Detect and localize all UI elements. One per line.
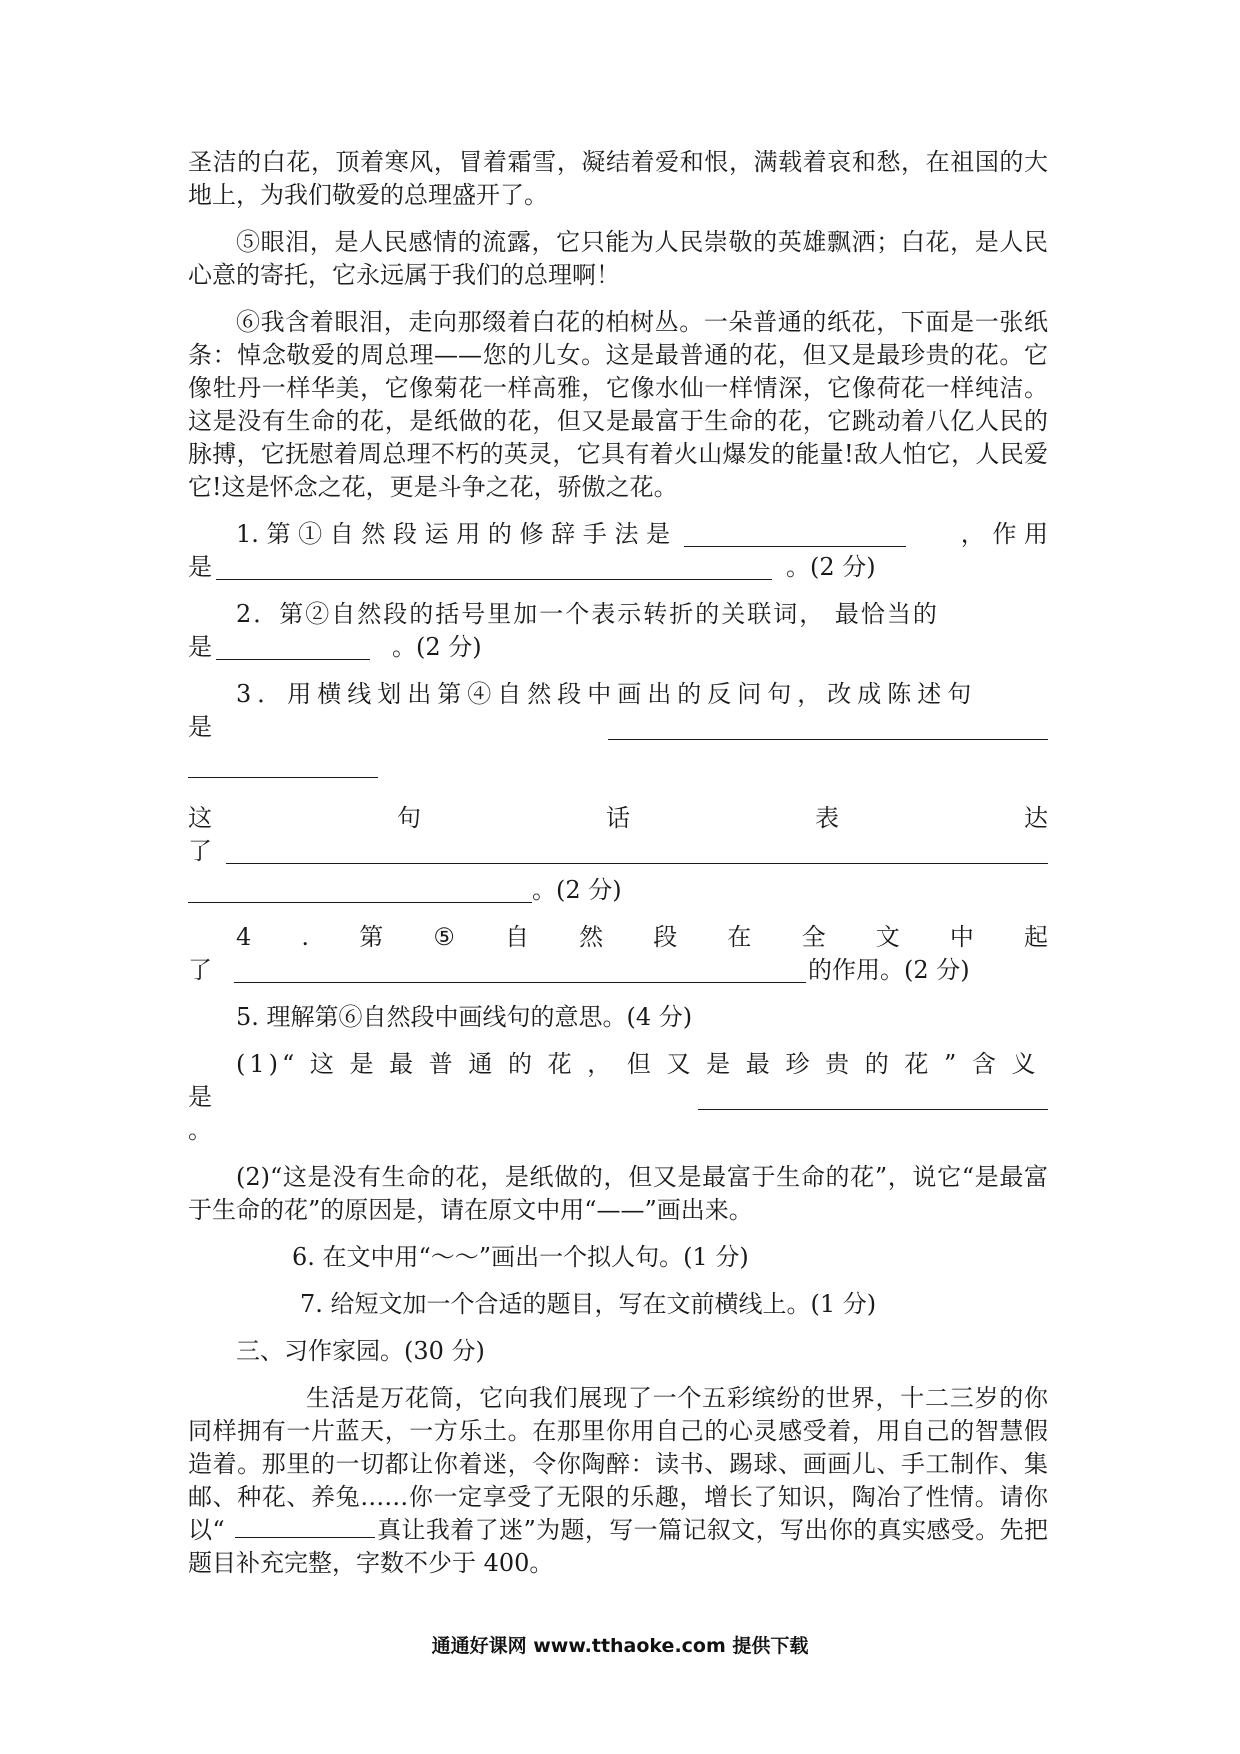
answer-blank-q4[interactable] — [234, 960, 806, 983]
q3-char: 这 — [188, 804, 212, 832]
section-3-prompt — [188, 1382, 1048, 1580]
answer-blank-q2[interactable] — [216, 637, 370, 660]
q3-char: 句 — [397, 804, 421, 832]
question-1 — [188, 518, 1048, 584]
paragraph-4-ending: 圣洁的白花，顶着寒风，冒着霜雪，凝结着爱和恨，满载着哀和愁，在祖国的大地上，为我们敬爱的总理盛开了。 — [188, 148, 1048, 209]
paragraph-5: ⑤眼泪，是人民感情的流露，它只能为人民崇敬的英雄飘洒；白花，是人民心意的寄托，它永远属于我们的总理啊！ — [188, 228, 1048, 289]
question-7: 7. 给短文加一个合适的题目，写在文前横线上。(1 分) — [300, 1290, 877, 1318]
section-3-text-a: 生活是万花筒，它向我们展现了一个五彩缤纷的世界，十二三岁的你同样拥有一片蓝天，一方乐土。在那里你用自己的心灵感受着，用自己的智慧假造着。那里的一切都让你着迷，令你陶醉：读书、踢球、画画儿、手工制作、集邮、种花、养兔……你一定享受了无限的乐趣，增长了知识，陶冶了性情。请你以“ — [188, 1384, 1048, 1544]
question-4-score: 的作用。(2 分) — [808, 956, 970, 984]
question-5-1 — [188, 1048, 1048, 1147]
q3-char: 话 — [606, 804, 630, 832]
question-3-text-d: 了 — [188, 837, 212, 865]
q4-char: . — [301, 923, 310, 951]
question-2-text: 2．第②自然段的括号里加一个表示转折的关联词， 最恰当的 — [236, 600, 939, 628]
answer-blank-q1-b[interactable] — [216, 557, 772, 580]
document-page — [188, 146, 1048, 1594]
question-5-2: (2)“这是没有生命的花，是纸做的，但又是最富于生命的花”，说它“是最富于生命的花”的原因是，请在原文中用“——”画出来。 — [188, 1163, 1048, 1224]
paragraph-6: ⑥我含着眼泪，走向那缀着白花的柏树丛。一朵普通的纸花，下面是一张纸条：悼念敬爱的周总理——您的儿女。这是最普通的花，但又是最珍贵的花。它像牡丹一样华美，它像菊花一样高雅，它像水仙一样情深，它像荷花一样纯洁。这是没有生命的花，是纸做的花，但又是最富于生命的花，它跳动着八亿人民的脉搏，它抚慰着周总理不朽的英灵，它具有着火山爆发的能量!敌人怕它，人民爱它!这是怀念之花，更是斗争之花，骄傲之花。 — [188, 308, 1048, 501]
answer-blank-q3-a[interactable] — [608, 715, 1048, 740]
question-3 — [188, 678, 1048, 907]
q3-char: 达 — [1024, 804, 1048, 832]
answer-blank-q1-a[interactable] — [684, 524, 906, 547]
q4-char: 自 — [505, 923, 529, 951]
q4-char: 文 — [875, 923, 900, 951]
q4-char: 段 — [653, 923, 678, 951]
question-3-score: 。(2 分) — [532, 876, 622, 904]
question-3-text: 3．用横线划出第④自然段中画出的反问句，改成陈述句 — [236, 680, 978, 708]
q3-char: 表 — [815, 804, 839, 832]
question-2 — [188, 598, 1048, 664]
q4-char: 起 — [1023, 923, 1048, 951]
question-5-1-text-b: 是 — [188, 1083, 212, 1111]
section-3-heading: 三、习作家园。(30 分) — [236, 1337, 485, 1365]
question-1-score: 。(2 分) — [786, 553, 876, 581]
question-1-text-b: ， 作 用 — [960, 520, 1048, 548]
question-4 — [188, 921, 1048, 987]
question-3-text-b: 是 — [188, 713, 212, 741]
question-1-text: 1. 第 ① 自 然 段 运 用 的 修 辞 手 法 是 — [236, 520, 671, 548]
question-5-1-text-c: 。 — [188, 1116, 212, 1144]
q4-char: 然 — [579, 923, 604, 951]
answer-blank-q5-1[interactable] — [698, 1085, 1048, 1110]
answer-blank-q3-d[interactable] — [188, 880, 532, 903]
q4-char: 4 — [236, 923, 252, 951]
footer-credit: 通通好课网 www.tthaoke.com 提供下载 — [431, 1635, 809, 1657]
question-1-text-c: 是 — [188, 553, 212, 581]
question-6: 6. 在文中用“～～”画出一个拟人句。(1 分) — [292, 1243, 749, 1271]
question-2-text-b: 是 — [188, 633, 212, 661]
section-3-text-b: 真让我着了迷”为题，写一篇记叙文，写出你的真实感受。先把题目补充完整，字数不少于 400。 — [188, 1516, 1048, 1577]
title-blank[interactable] — [235, 1515, 375, 1538]
q4-char: ⑤ — [433, 923, 455, 951]
question-2-score: 。(2 分) — [392, 633, 482, 661]
answer-blank-q3-c[interactable] — [226, 839, 1048, 864]
q4-char: 中 — [949, 923, 974, 951]
question-5-1-text: (1)“ 这 是 最 普 通 的 花 ， 但 又 是 最 珍 贵 的 花 ” 含 义 — [236, 1050, 1040, 1078]
question-5: 5. 理解第⑥自然段中画线句的意思。(4 分) — [236, 1003, 693, 1031]
q4-char: 第 — [359, 923, 384, 951]
q4-char: 全 — [801, 923, 826, 951]
q4-char: 在 — [727, 923, 752, 951]
question-4-text-b: 了 — [188, 956, 212, 984]
question-3-spaced-line — [188, 802, 1048, 835]
answer-blank-q3-b[interactable] — [188, 755, 378, 778]
